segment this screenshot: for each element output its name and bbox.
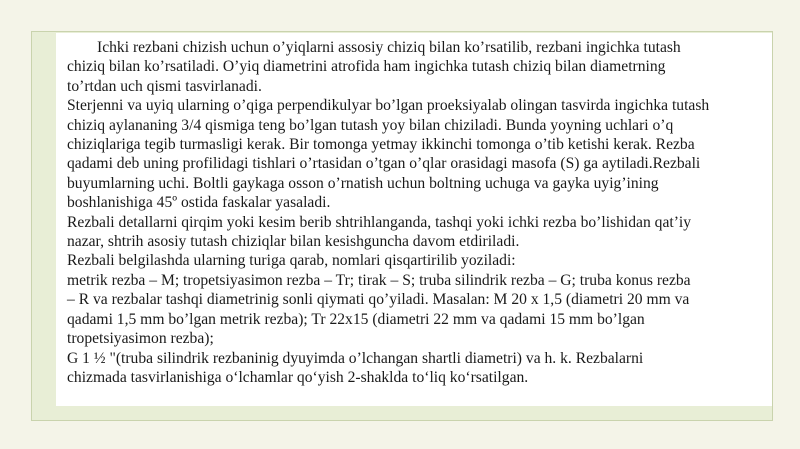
text-line: buyumlarning uchi. Boltli gaykaga osson o’rnatish uchun boltning uchuga va gayka uyig’ining — [67, 174, 659, 192]
text-line: – R va rezbalar tashqi diametrinig sonli qiymati qo’yiladi. Masalan: M 20 x 1,5 (diametri 20 mm va — [67, 291, 690, 309]
text-line: boshlanishiga 45º ostida faskalar yasaladi. — [67, 194, 331, 212]
text-line: Sterjenni va uyiq ularning o’qiga perpendikulyar bo’lgan proeksiyalab olingan tasvirda ingichka tutash — [67, 97, 710, 115]
text-line: to’rtdan uch qismi tasvirlanadi. — [67, 77, 262, 95]
text-line: chiziqlariga tegib turmasligi kerak. Bir tomonga yetmay ikkinchi tomonga o’tib ketishi kerak. Rezba — [67, 136, 695, 154]
text-line: G 1 ½ "(truba silindrik rezbaninig dyuyimda o’lchangan shartli diametri) va h. k. Rezbalarni — [67, 349, 644, 367]
text-line: chiziq aylananing 3/4 qismiga teng bo’lgan tutash yoy bilan chiziladi. Bunda yoyning uchlari o’q — [67, 116, 674, 134]
text-line: nazar, shtrih asosiy tutash chiziqlar bilan kesishguncha davom etdiriladi. — [67, 233, 520, 251]
text-line: Rezbali belgilashda ularning turiga qarab, nomlari qisqartirilib yoziladi: — [67, 252, 516, 270]
text-line: chiziq bilan ko’rsatiladi. O’yiq diametrini atrofida ham ingichka tutash chiziq bilan diametrning — [67, 58, 666, 76]
text-line: metrik rezba – M; tropetsiyasimon rezba – Tr; tirak – S; truba silindrik rezba – G; truba konus rezba — [67, 271, 691, 289]
text-line: qadami deb uning profilidagi tishlari o’rtasidan o’tgan o’qlar orasidagi masofa (S) ga aytiladi.Rezbali — [67, 155, 701, 173]
document-text — [67, 38, 787, 387]
text-line: tropetsiyasimon rezba); — [67, 330, 214, 348]
text-line: Ichki rezbani chizish uchun o’yiqlarni assosiy chiziq bilan ko’rsatilib, rezbani ingichka tutash — [97, 39, 681, 56]
text-line: qadami 1,5 mm bo’lgan metrik rezba); Tr 22x15 (diametri 22 mm va qadami 15 mm bo’lgan — [67, 310, 645, 328]
text-line: chizmada tasvirlanishiga o‘lchamlar qo‘yish 2-shaklda to‘liq ko‘rsatilgan. — [67, 368, 529, 386]
text-line: Rezbali detallarni qirqim yoki kesim berib shtrihlanganda, tashqi yoki ichki rezba bo’lishidan qat’iy — [67, 213, 692, 231]
